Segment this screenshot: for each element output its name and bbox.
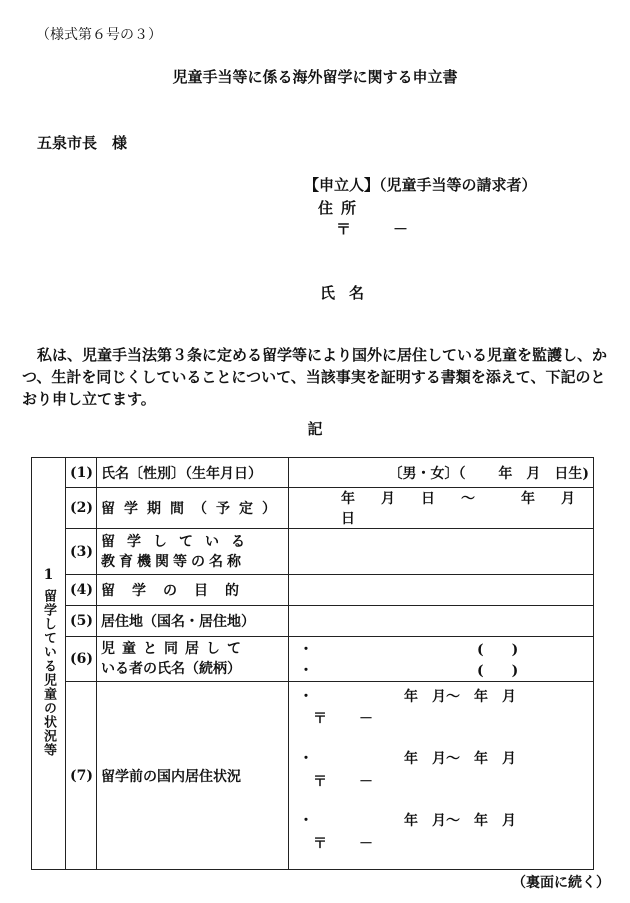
row-label <box>97 637 289 682</box>
cohabitant-lines <box>289 637 593 681</box>
table-row <box>32 529 594 575</box>
table-row <box>32 458 594 488</box>
period-text: 年 月～ 年 月 <box>404 689 516 705</box>
row-label <box>97 488 289 529</box>
table-row <box>32 606 594 637</box>
table-row <box>32 488 594 529</box>
postal-mark: 〒 <box>336 220 352 238</box>
row-label: 留学前の国内居住状況 <box>97 682 289 870</box>
section-label: 留学している児童の状況等 <box>41 588 56 757</box>
postal-mark: 〒 <box>313 711 327 727</box>
row-number: (2) <box>66 488 97 529</box>
postal-dash: － <box>359 774 373 790</box>
row-label: 居住地（国名・居住地） <box>97 606 289 637</box>
section-label-cell <box>32 458 66 870</box>
bullet: ・ <box>299 689 313 705</box>
bullet: ・ <box>299 751 313 767</box>
prior-residence-entries <box>289 682 593 869</box>
residence-field[interactable] <box>289 606 594 637</box>
row-number: (7) <box>66 682 97 870</box>
row-label: 氏名〔性別〕（生年月日） <box>97 458 289 488</box>
postal-dash: － <box>359 836 373 852</box>
relationship-paren: ( ) <box>477 642 519 658</box>
name-label: 氏名 <box>320 284 379 302</box>
postal-dash: － <box>393 220 409 238</box>
row-label-line1: 児童と同居して <box>101 641 248 657</box>
section-number: 1 <box>43 566 54 583</box>
name-gender-dob-field[interactable] <box>289 458 594 488</box>
row-number: (1) <box>66 458 97 488</box>
bullet: ・ <box>299 663 313 679</box>
bullet: ・ <box>299 642 313 658</box>
postal-mark: 〒 <box>313 774 327 790</box>
row-label-line2: いる者の氏名（続柄） <box>101 661 241 677</box>
gender-dob-text: 〔男・女〕（ 年 月 日生) <box>388 465 589 482</box>
row-number: (4) <box>66 575 97 606</box>
row-number: (5) <box>66 606 97 637</box>
institution-name-field[interactable] <box>289 529 594 575</box>
row-label-line1: 留学している <box>101 533 257 550</box>
table-row <box>32 575 594 606</box>
document-title: 児童手当等に係る海外留学に関する申立書 <box>172 68 458 86</box>
postal-code-field <box>336 218 408 239</box>
cohabitant-field[interactable] <box>289 637 594 682</box>
row-label-text: 留学の目的 <box>101 583 256 599</box>
ki-heading: 記 <box>307 420 323 438</box>
row-number: (3) <box>66 529 97 575</box>
study-purpose-field[interactable] <box>289 575 594 606</box>
row-label-text: 留学期間（予定） <box>101 501 285 517</box>
continued-note: （裏面に続く） <box>512 875 610 891</box>
prior-residence-field[interactable] <box>289 682 594 870</box>
row-label <box>97 529 289 575</box>
period-text: 年 月～ 年 月 <box>404 813 516 829</box>
status-table <box>31 457 601 870</box>
row-number: (6) <box>66 637 97 682</box>
bullet: ・ <box>299 813 313 829</box>
declaration-text: 私は、児童手当法第３条に定める留学等により国外に居住している児童を監護し、かつ、生計を同じくしていることについて、当該事実を証明する書類を添えて、下記のとおり申し立てます。 <box>22 346 608 408</box>
period-text: 年 月～ 年 月 <box>404 751 516 767</box>
table-row <box>32 637 594 682</box>
form-number: （様式第６号の３） <box>36 27 162 43</box>
applicant-heading: 【申立人】（児童手当等の請求者） <box>304 176 537 194</box>
addressee: 五泉市長 様 <box>37 134 128 152</box>
row-label-line2: 教育機関等の名称 <box>101 553 245 570</box>
row-label <box>97 575 289 606</box>
table-row <box>32 682 594 870</box>
relationship-paren: ( ) <box>477 663 519 679</box>
postal-mark: 〒 <box>313 836 327 852</box>
postal-dash: － <box>359 711 373 727</box>
address-label: 住所 <box>318 199 365 217</box>
study-period-field[interactable] <box>289 488 601 529</box>
study-period-text: 年 月 日 ～ 年 月 日 <box>341 491 601 527</box>
